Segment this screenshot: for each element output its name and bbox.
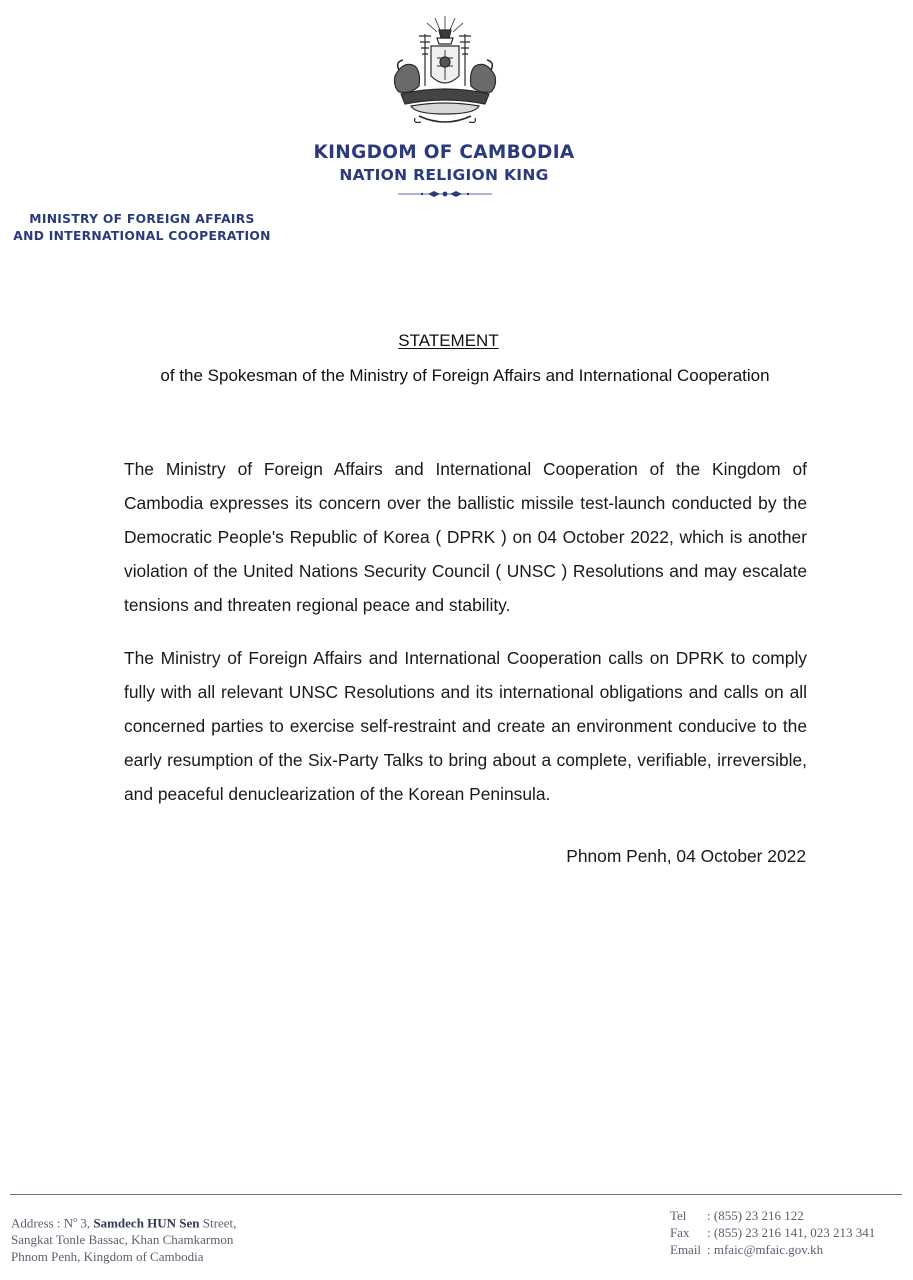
fax-value: : (855) 23 216 141, 023 213 341 xyxy=(707,1225,876,1240)
fax-label: Fax xyxy=(670,1225,690,1240)
contact-tel-row xyxy=(670,1207,910,1224)
statement-paragraph-1: The Ministry of Foreign Affairs and International Cooperation of the Kingdom of Cambodia expresses its concern over the ballistic missile test-launch conducted by the Democratic People's Republic of Korea ( DPRK ) on 04 October 2022, which is another violation of the United Nations Security Council ( UNSC ) Resolutions and may escalate tensions and threaten regional peace and stability. xyxy=(124,459,807,615)
footer-address xyxy=(11,1211,331,1265)
kingdom-title: KINGDOM OF CAMBODIA xyxy=(313,142,575,163)
contact-email-row xyxy=(670,1241,910,1258)
national-motto: NATION RELIGION KING xyxy=(339,166,549,184)
contact-fax-row xyxy=(670,1224,910,1241)
address-street-name: Samdech HUN Sen xyxy=(93,1215,200,1231)
address-prefix: Address : N xyxy=(11,1215,74,1231)
royal-coat-of-arms-emblem xyxy=(385,14,505,132)
statement-subtitle: of the Spokesman of the Ministry of Foreign Affairs and International Cooperation xyxy=(160,366,770,385)
tel-value: : (855) 23 216 122 xyxy=(707,1208,804,1223)
email-value[interactable]: : mfaic@mfaic.gov.kh xyxy=(707,1242,824,1257)
ornamental-divider-icon xyxy=(398,189,492,199)
address-line1 xyxy=(11,1211,331,1231)
address-ordinal: o xyxy=(73,1215,78,1224)
statement-title: STATEMENT xyxy=(398,331,499,350)
ministry-name-line1: MINISTRY OF FOREIGN AFFAIRS xyxy=(29,212,255,226)
footer-divider xyxy=(10,1194,902,1195)
footer-contact xyxy=(670,1207,910,1258)
email-label: Email xyxy=(670,1242,702,1257)
address-line3: Phnom Penh, Kingdom of Cambodia xyxy=(11,1249,204,1265)
tel-label: Tel xyxy=(670,1208,687,1223)
place-and-date: Phnom Penh, 04 October 2022 xyxy=(566,846,806,866)
statement-paragraph-2: The Ministry of Foreign Affairs and International Cooperation calls on DPRK to comply fully with all relevant UNSC Resolutions and its international obligations and calls on all concerned parties to exercise self-restraint and create an environment conducive to the early resumption of the Six-Party Talks to bring about a complete, verifiable, irreversible, and peaceful denuclearization of the Korean Peninsula. xyxy=(124,648,807,804)
ministry-name-line2: AND INTERNATIONAL COOPERATION xyxy=(13,229,271,243)
ministry-name xyxy=(8,211,276,245)
address-street-suffix: Street, xyxy=(199,1215,237,1231)
address-number: 3, xyxy=(77,1215,94,1231)
address-line2: Sangkat Tonle Bassac, Khan Chamkarmon xyxy=(11,1232,234,1248)
